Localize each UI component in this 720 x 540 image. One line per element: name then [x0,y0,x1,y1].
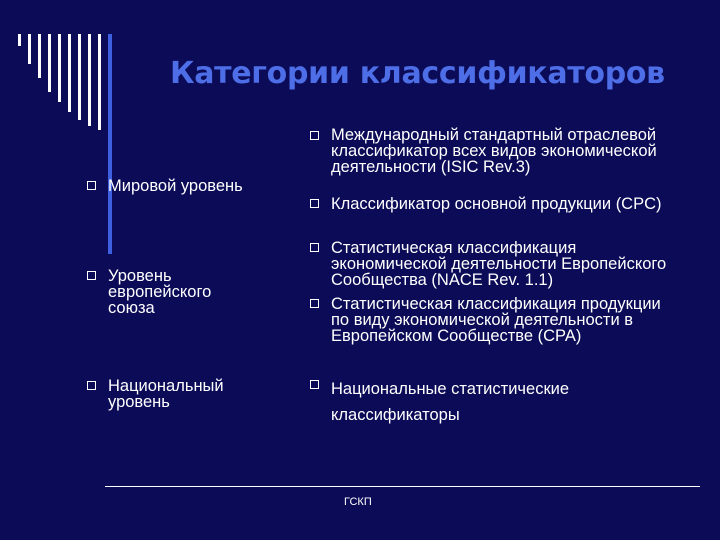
bullet-icon [87,181,96,190]
text-line: Национальные статистические [331,380,570,398]
bullet-icon [310,299,319,308]
text-line: Статистическая классификация продукции [331,295,661,313]
text-line: Европейском Сообществе (CPA) [331,327,582,345]
classifier-cpa [331,296,711,344]
page-title: Категории классификаторов [170,56,665,91]
level-national [108,378,288,410]
text-line: Сообщества (NACE Rev. 1.1) [331,271,554,289]
bullet-icon [310,380,319,389]
text-line: по виду экономической деятельности в [331,311,634,329]
bullet-icon [310,243,319,252]
footer-divider [105,486,700,487]
classifier-cpc [331,196,711,212]
bullet-icon [310,131,319,140]
text-line: Статистическая классификация [331,239,577,257]
classifier-isic [331,127,711,175]
text-line: Классификатор основной продукции (CPC) [331,195,662,213]
bullet-icon [87,271,96,280]
text-line: классификатор всех видов экономической [331,142,657,160]
decorative-stripes [18,34,178,264]
text-line: деятельности (ISIC Rev.3) [331,158,531,176]
classifier-national [331,376,711,428]
level-world: Мировой уровень [108,177,243,195]
level-eu [108,268,288,316]
footer-text: ГСКП [344,496,372,508]
text-line: союза [108,299,155,317]
text-line: экономической деятельности Европейского [331,255,667,273]
text-line: Международный стандартный отраслевой [331,126,657,144]
text-line: европейского [108,283,212,301]
classifier-nace [331,240,711,288]
bullet-icon [310,199,319,208]
text-line: уровень [108,393,170,411]
text-line: Национальный [108,377,224,395]
text-line: классификаторы [331,406,460,424]
text-line: Уровень [108,267,172,285]
bullet-icon [87,381,96,390]
